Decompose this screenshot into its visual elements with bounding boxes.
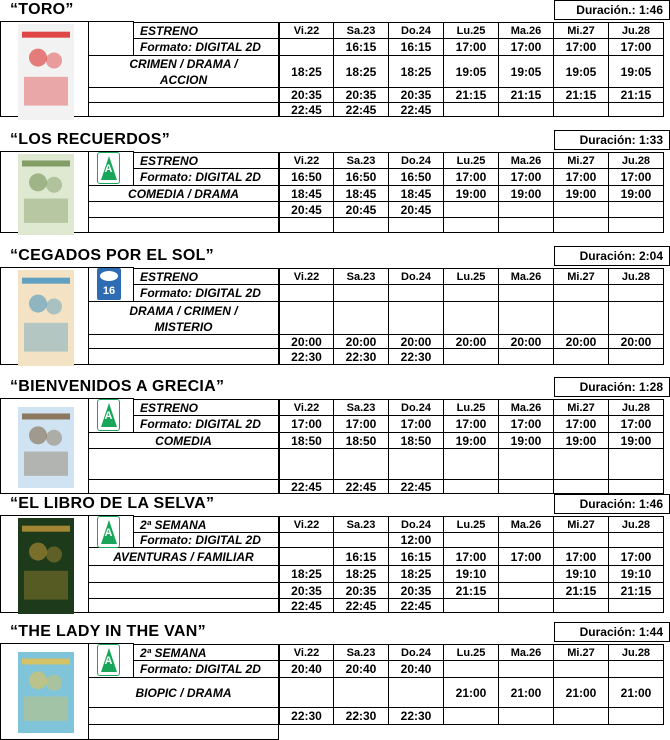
movie-title: “TORO” <box>10 1 74 18</box>
title-row <box>0 622 670 642</box>
movie-block <box>0 494 670 613</box>
day-header: Mi.27 <box>554 644 609 661</box>
showtime-cell: 22:45 <box>389 103 444 117</box>
day-header: Mi.27 <box>554 152 609 169</box>
showtime-cell <box>554 599 609 613</box>
showtime-cell: 18:25 <box>389 56 444 88</box>
poster-cell <box>0 267 89 365</box>
day-header: Sa.23 <box>334 516 389 533</box>
showtime-cell: 22:45 <box>279 599 334 613</box>
genre-label <box>89 302 279 335</box>
poster-cell <box>0 21 89 117</box>
showtime-cell: 22:45 <box>389 599 444 613</box>
showtime-cell <box>609 103 664 117</box>
showtime-cell: 18:25 <box>389 566 444 583</box>
showtime-cell <box>554 285 609 302</box>
showtime-cell <box>609 480 664 494</box>
day-header: Vi.22 <box>279 22 334 39</box>
movie-poster <box>18 270 74 366</box>
showtime-cell <box>444 533 499 548</box>
showtime-cell <box>609 599 664 613</box>
showtime-cell <box>499 708 554 725</box>
day-header: Lu.25 <box>444 644 499 661</box>
day-header: Ma.26 <box>499 644 554 661</box>
movie-title: “THE LADY IN THE VAN” <box>10 623 206 640</box>
showtime-cell: 21:15 <box>609 88 664 103</box>
duration-label: Duración: 2:04 <box>554 246 670 266</box>
day-header: Mi.27 <box>554 268 609 285</box>
showtime-cell <box>444 661 499 678</box>
release-label: ESTRENO <box>134 152 279 169</box>
movie-poster <box>18 154 74 235</box>
showtime-cell: 22:45 <box>334 480 389 494</box>
showtime-cell: 22:30 <box>389 349 444 365</box>
showtime-cell: 19:05 <box>554 56 609 88</box>
showtime-cell <box>444 449 499 480</box>
movie-poster <box>18 518 74 614</box>
day-header: Sa.23 <box>334 22 389 39</box>
empty-cell <box>89 103 279 117</box>
showtime-cell: 20:35 <box>279 88 334 103</box>
genre-line: CRIMEN / DRAMA / <box>129 57 238 71</box>
showtime-cell <box>279 302 334 335</box>
movie-title: “LOS RECUERDOS” <box>10 131 171 148</box>
showtime-cell <box>499 218 554 233</box>
rating-cell <box>89 151 134 186</box>
genre-line: COMEDIA / DRAMA <box>128 187 239 201</box>
showtime-cell: 22:30 <box>334 708 389 725</box>
showtime-cell: 16:15 <box>334 39 389 56</box>
showtime-cell <box>279 218 334 233</box>
showtime-cell <box>389 218 444 233</box>
showtime-cell: 19:10 <box>609 566 664 583</box>
day-header: Lu.25 <box>444 268 499 285</box>
empty-cell <box>89 218 279 233</box>
showtime-cell <box>609 661 664 678</box>
showtime-cell <box>389 302 444 335</box>
release-label: ESTRENO <box>134 268 279 285</box>
showtime-cell: 21:15 <box>609 583 664 599</box>
showtime-cell: 19:00 <box>554 186 609 202</box>
showtime-cell <box>554 302 609 335</box>
day-header: Mi.27 <box>554 516 609 533</box>
showtime-cell: 22:30 <box>389 708 444 725</box>
empty-cell <box>89 583 279 599</box>
showtime-cell: 17:00 <box>609 169 664 186</box>
day-header: Do.24 <box>389 516 444 533</box>
showtime-cell <box>279 449 334 480</box>
poster-cell <box>0 643 89 740</box>
empty-cell <box>89 480 279 494</box>
showtime-cell: 19:10 <box>444 566 499 583</box>
day-header: Vi.22 <box>279 152 334 169</box>
showtime-cell <box>554 661 609 678</box>
empty-cell <box>89 599 279 613</box>
showtime-cell: 16:15 <box>389 39 444 56</box>
showtime-cell <box>554 533 609 548</box>
rating-cell <box>89 21 134 56</box>
showtime-cell: 20:00 <box>609 335 664 349</box>
showtime-cell <box>444 599 499 613</box>
showtime-cell <box>554 349 609 365</box>
showtime-cell: 17:00 <box>554 416 609 433</box>
title-row <box>0 0 670 20</box>
duration-label: Duración: 1:28 <box>554 377 670 397</box>
format-label: Formato: DIGITAL 2D <box>134 169 279 186</box>
showtime-cell: 22:30 <box>279 349 334 365</box>
showtime-cell: 19:05 <box>444 56 499 88</box>
showtime-cell: 18:25 <box>334 566 389 583</box>
showtime-cell <box>499 661 554 678</box>
showtime-cell: 17:00 <box>444 169 499 186</box>
showtime-cell: 18:50 <box>279 433 334 449</box>
showtime-cell <box>554 218 609 233</box>
empty-cell <box>89 202 279 218</box>
day-header: Lu.25 <box>444 152 499 169</box>
showtime-cell: 18:25 <box>279 566 334 583</box>
day-header: Sa.23 <box>334 268 389 285</box>
showtime-cell: 21:15 <box>444 88 499 103</box>
showtime-cell: 22:30 <box>334 349 389 365</box>
showtime-cell: 19:00 <box>444 186 499 202</box>
day-header: Ma.26 <box>499 268 554 285</box>
showtime-cell <box>554 480 609 494</box>
showtime-cell <box>334 449 389 480</box>
showtime-cell: 17:00 <box>334 416 389 433</box>
day-header: Sa.23 <box>334 644 389 661</box>
release-label: ESTRENO <box>134 22 279 39</box>
format-label: Formato: DIGITAL 2D <box>134 533 279 548</box>
day-header: Ma.26 <box>499 22 554 39</box>
showtime-cell: 21:00 <box>444 678 499 708</box>
showtime-cell: 17:00 <box>499 548 554 566</box>
release-label: ESTRENO <box>134 399 279 416</box>
showtime-cell: 17:00 <box>389 416 444 433</box>
showtime-cell: 19:00 <box>609 186 664 202</box>
showtime-cell: 21:15 <box>554 88 609 103</box>
showtime-cell: 21:00 <box>609 678 664 708</box>
movie-poster <box>18 407 74 488</box>
showtime-cell: 22:45 <box>389 480 444 494</box>
empty-cell <box>89 708 279 725</box>
rating-a-icon: A <box>97 399 120 431</box>
day-header: Ju.28 <box>609 268 664 285</box>
rating-cell <box>89 398 134 433</box>
format-label: Formato: DIGITAL 2D <box>134 39 279 56</box>
movie-block <box>0 246 670 365</box>
showtime-cell: 21:15 <box>554 583 609 599</box>
showtime-cell: 16:15 <box>389 548 444 566</box>
day-header: Ju.28 <box>609 152 664 169</box>
showtime-cell: 20:35 <box>279 583 334 599</box>
showtime-cell: 20:35 <box>334 88 389 103</box>
showtime-cell <box>609 708 664 725</box>
showtime-cell: 18:25 <box>279 56 334 88</box>
duration-label: Duración: 1:46 <box>554 494 670 514</box>
empty-cell <box>89 449 279 480</box>
showtime-cell: 12:00 <box>389 533 444 548</box>
day-header: Lu.25 <box>444 22 499 39</box>
duration-label: Duración: 1:44 <box>554 622 670 642</box>
showtime-cell: 20:00 <box>499 335 554 349</box>
movie-block <box>0 130 670 233</box>
showtime-cell <box>334 533 389 548</box>
format-label: Formato: DIGITAL 2D <box>134 285 279 302</box>
showtime-cell: 22:45 <box>279 480 334 494</box>
showtime-cell <box>499 449 554 480</box>
movie-title: “CEGADOS POR EL SOL” <box>10 247 214 264</box>
movie-title: “EL LIBRO DE LA SELVA” <box>10 495 215 512</box>
showtime-cell: 20:35 <box>334 583 389 599</box>
showtime-cell: 17:00 <box>554 169 609 186</box>
showtime-cell: 18:45 <box>279 186 334 202</box>
rating-cell <box>89 515 134 548</box>
showtime-cell <box>279 533 334 548</box>
showtime-cell <box>499 103 554 117</box>
showtime-cell <box>279 285 334 302</box>
empty-cell <box>89 725 279 740</box>
showtime-cell <box>444 302 499 335</box>
showtime-cell <box>609 202 664 218</box>
showtime-cell <box>499 583 554 599</box>
day-header: Sa.23 <box>334 152 389 169</box>
showtime-cell: 18:50 <box>389 433 444 449</box>
showtime-cell <box>609 349 664 365</box>
day-header: Do.24 <box>389 399 444 416</box>
showtime-cell: 20:00 <box>554 335 609 349</box>
day-header: Vi.22 <box>279 268 334 285</box>
release-label: 2ª SEMANA <box>134 644 279 661</box>
showtime-cell <box>554 103 609 117</box>
showtime-cell <box>444 708 499 725</box>
showtime-cell: 21:15 <box>499 88 554 103</box>
showtime-cell: 20:45 <box>389 202 444 218</box>
empty-cell <box>89 349 279 365</box>
genre-label <box>89 678 279 708</box>
movie-title: “BIENVENIDOS A GRECIA” <box>10 378 225 395</box>
showtime-cell: 18:45 <box>334 186 389 202</box>
showtime-cell: 17:00 <box>279 416 334 433</box>
showtime-cell: 19:00 <box>444 433 499 449</box>
rating-a-icon: A <box>97 516 120 548</box>
showtime-cell <box>334 302 389 335</box>
day-header: Mi.27 <box>554 399 609 416</box>
showtime-cell <box>609 302 664 335</box>
empty-cell <box>89 335 279 349</box>
showtime-cell <box>499 349 554 365</box>
showtime-cell: 20:35 <box>389 88 444 103</box>
title-row <box>0 246 670 266</box>
poster-cell <box>0 515 89 613</box>
showtime-cell: 22:30 <box>279 708 334 725</box>
day-header: Lu.25 <box>444 516 499 533</box>
showtime-cell <box>444 202 499 218</box>
day-header: Ju.28 <box>609 399 664 416</box>
showtime-cell <box>499 302 554 335</box>
showtime-cell <box>609 533 664 548</box>
showtime-cell: 22:45 <box>334 599 389 613</box>
day-header: Ma.26 <box>499 399 554 416</box>
showtime-cell: 20:00 <box>444 335 499 349</box>
release-label: 2ª SEMANA <box>134 516 279 533</box>
showtime-cell: 18:25 <box>334 56 389 88</box>
showtime-cell <box>554 202 609 218</box>
showtime-cell <box>389 285 444 302</box>
showtime-cell: 19:00 <box>554 433 609 449</box>
genre-line: COMEDIA <box>155 434 212 448</box>
showtime-cell: 19:00 <box>609 433 664 449</box>
showtime-cell <box>444 480 499 494</box>
showtime-cell <box>499 285 554 302</box>
rating-cell <box>89 267 134 302</box>
genre-label <box>89 433 279 449</box>
duration-label: Duración: 1:33 <box>554 130 670 150</box>
showtime-cell: 21:00 <box>554 678 609 708</box>
format-label: Formato: DIGITAL 2D <box>134 661 279 678</box>
showtime-cell: 16:50 <box>279 169 334 186</box>
showtime-cell: 20:45 <box>279 202 334 218</box>
showtime-cell <box>389 678 444 708</box>
showtime-cell <box>279 678 334 708</box>
genre-label <box>89 56 279 88</box>
showtime-cell <box>554 708 609 725</box>
day-header: Do.24 <box>389 22 444 39</box>
poster-cell <box>0 151 89 233</box>
showtime-cell <box>499 202 554 218</box>
day-header: Do.24 <box>389 152 444 169</box>
showtime-cell: 22:45 <box>279 103 334 117</box>
movie-poster <box>18 24 74 120</box>
showtime-cell: 19:00 <box>499 433 554 449</box>
rating-16-icon: 16 <box>97 268 121 300</box>
showtime-cell <box>334 285 389 302</box>
showtime-cell: 20:00 <box>334 335 389 349</box>
showtime-cell: 16:15 <box>334 548 389 566</box>
showtime-cell <box>609 285 664 302</box>
showtime-cell: 17:00 <box>499 416 554 433</box>
day-header: Vi.22 <box>279 516 334 533</box>
movie-block <box>0 622 670 740</box>
showtime-cell: 17:00 <box>554 548 609 566</box>
showtime-cell: 17:00 <box>609 416 664 433</box>
showtime-cell: 17:00 <box>444 548 499 566</box>
day-header: Ma.26 <box>499 516 554 533</box>
empty-cell <box>89 566 279 583</box>
title-row <box>0 494 670 514</box>
rating-a-icon: A <box>97 644 120 676</box>
genre-line: DRAMA / CRIMEN / <box>129 304 238 318</box>
showtime-cell <box>279 548 334 566</box>
genre-line: ACCION <box>159 73 208 87</box>
showtime-cell: 20:45 <box>334 202 389 218</box>
showtime-cell: 17:00 <box>444 39 499 56</box>
movie-block <box>0 377 670 494</box>
day-header: Ju.28 <box>609 22 664 39</box>
duration-label: Duración.: 1:46 <box>554 0 670 20</box>
day-header: Do.24 <box>389 268 444 285</box>
showtime-cell: 17:00 <box>609 548 664 566</box>
showtime-cell <box>609 218 664 233</box>
showtime-cell <box>389 449 444 480</box>
day-header: Sa.23 <box>334 399 389 416</box>
showtime-cell: 17:00 <box>499 169 554 186</box>
day-header: Ju.28 <box>609 644 664 661</box>
showtime-cell <box>444 349 499 365</box>
showtime-cell <box>609 449 664 480</box>
rating-a-icon: A <box>97 152 120 184</box>
showtime-cell: 20:40 <box>279 661 334 678</box>
showtime-cell: 16:50 <box>334 169 389 186</box>
showtime-cell: 21:00 <box>499 678 554 708</box>
day-header: Vi.22 <box>279 399 334 416</box>
showtime-cell: 20:35 <box>389 583 444 599</box>
showtime-cell <box>499 566 554 583</box>
showtime-cell <box>444 103 499 117</box>
showtime-cell: 19:05 <box>609 56 664 88</box>
showtime-cell: 19:05 <box>499 56 554 88</box>
showtime-cell: 20:00 <box>279 335 334 349</box>
empty-cell <box>89 88 279 103</box>
showtime-cell: 17:00 <box>444 416 499 433</box>
showtime-cell <box>444 218 499 233</box>
showtime-cell <box>279 39 334 56</box>
showtime-cell <box>334 218 389 233</box>
title-row <box>0 130 670 150</box>
title-row <box>0 377 670 397</box>
rating-cell <box>89 643 134 678</box>
showtime-cell: 18:50 <box>334 433 389 449</box>
showtime-cell: 19:10 <box>554 566 609 583</box>
genre-label <box>89 186 279 202</box>
showtime-cell <box>444 285 499 302</box>
showtime-cell <box>334 678 389 708</box>
showtime-cell <box>554 449 609 480</box>
day-header: Mi.27 <box>554 22 609 39</box>
genre-line: AVENTURAS / FAMILIAR <box>113 550 254 564</box>
format-label: Formato: DIGITAL 2D <box>134 416 279 433</box>
day-header: Vi.22 <box>279 644 334 661</box>
showtime-cell: 18:45 <box>389 186 444 202</box>
poster-cell <box>0 398 89 494</box>
showtime-cell: 19:00 <box>499 186 554 202</box>
showtime-cell: 20:40 <box>389 661 444 678</box>
showtime-cell: 17:00 <box>554 39 609 56</box>
showtime-cell <box>499 599 554 613</box>
showtime-cell: 16:50 <box>389 169 444 186</box>
day-header: Lu.25 <box>444 399 499 416</box>
genre-label <box>89 548 279 566</box>
day-header: Do.24 <box>389 644 444 661</box>
showtime-cell: 22:45 <box>334 103 389 117</box>
showtime-cell: 17:00 <box>499 39 554 56</box>
showtime-cell: 17:00 <box>609 39 664 56</box>
genre-line: MISTERIO <box>154 320 213 334</box>
showtime-cell <box>499 480 554 494</box>
genre-line: BIOPIC / DRAMA <box>135 686 232 700</box>
showtime-cell: 20:00 <box>389 335 444 349</box>
showtime-cell: 21:15 <box>444 583 499 599</box>
day-header: Ma.26 <box>499 152 554 169</box>
showtime-cell: 20:40 <box>334 661 389 678</box>
movie-block <box>0 0 670 117</box>
movie-poster <box>18 652 74 733</box>
day-header: Ju.28 <box>609 516 664 533</box>
showtime-cell <box>499 533 554 548</box>
